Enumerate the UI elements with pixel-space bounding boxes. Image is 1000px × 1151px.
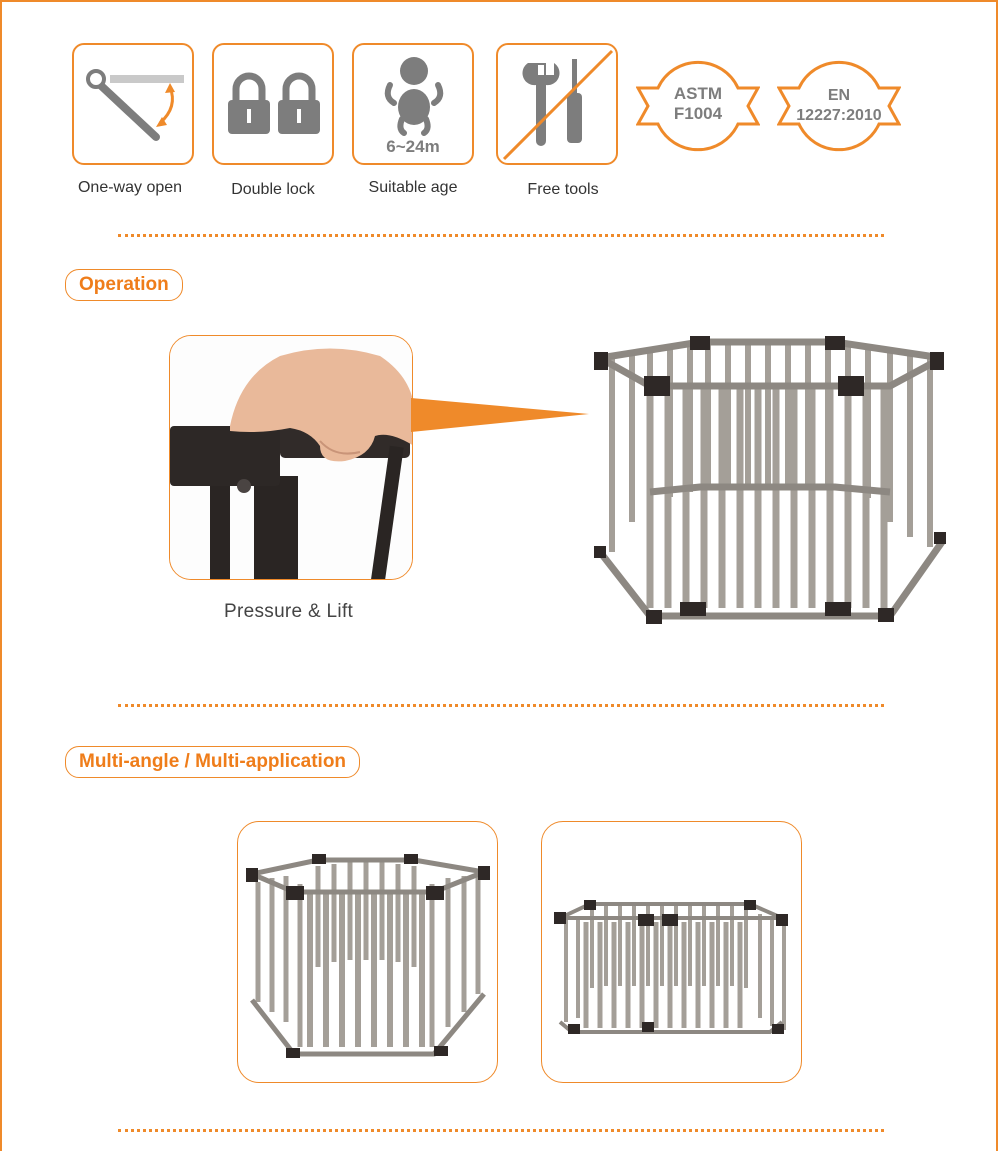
astm-line2: F1004	[673, 104, 723, 123]
en-line2: 12227:2010	[796, 107, 882, 124]
astm-line1: ASTM	[673, 84, 723, 103]
feature-label-free-tools: Free tools	[527, 181, 599, 198]
dotted-divider	[118, 1129, 884, 1132]
en-line1: EN	[827, 87, 851, 104]
pointer-arrow-icon	[411, 398, 591, 432]
playpen-square-photo	[541, 821, 802, 1083]
playpen-hexagon-image	[238, 822, 498, 1083]
en-badge	[777, 58, 901, 159]
pressure-lift-photo	[169, 335, 413, 580]
feature-label-suitable-age: Suitable age	[368, 179, 458, 196]
feature-label-double-lock: Double lock	[231, 181, 315, 198]
section-title-multi: Multi-angle / Multi-application	[65, 746, 360, 778]
dotted-divider	[118, 234, 884, 237]
padlock-icon	[214, 45, 334, 165]
feature-double-lock	[212, 43, 334, 165]
section-title-operation: Operation	[65, 269, 183, 301]
playpen-square-image	[542, 822, 802, 1083]
hand-lifting-handle-image	[170, 336, 413, 580]
feature-suitable-age	[352, 43, 474, 165]
astm-badge	[636, 58, 760, 159]
feature-free-tools	[496, 43, 618, 165]
playpen-hexagon-large-image	[590, 332, 950, 634]
feature-one-way-open	[72, 43, 194, 165]
tools-icon	[498, 45, 618, 165]
playpen-hexagon-photo	[237, 821, 498, 1083]
age-range-text: 6~24m	[386, 137, 440, 156]
one-way-open-icon	[74, 45, 194, 165]
dotted-divider	[118, 704, 884, 707]
feature-label-one-way-open: One-way open	[77, 179, 183, 196]
operation-caption: Pressure & Lift	[224, 601, 354, 622]
